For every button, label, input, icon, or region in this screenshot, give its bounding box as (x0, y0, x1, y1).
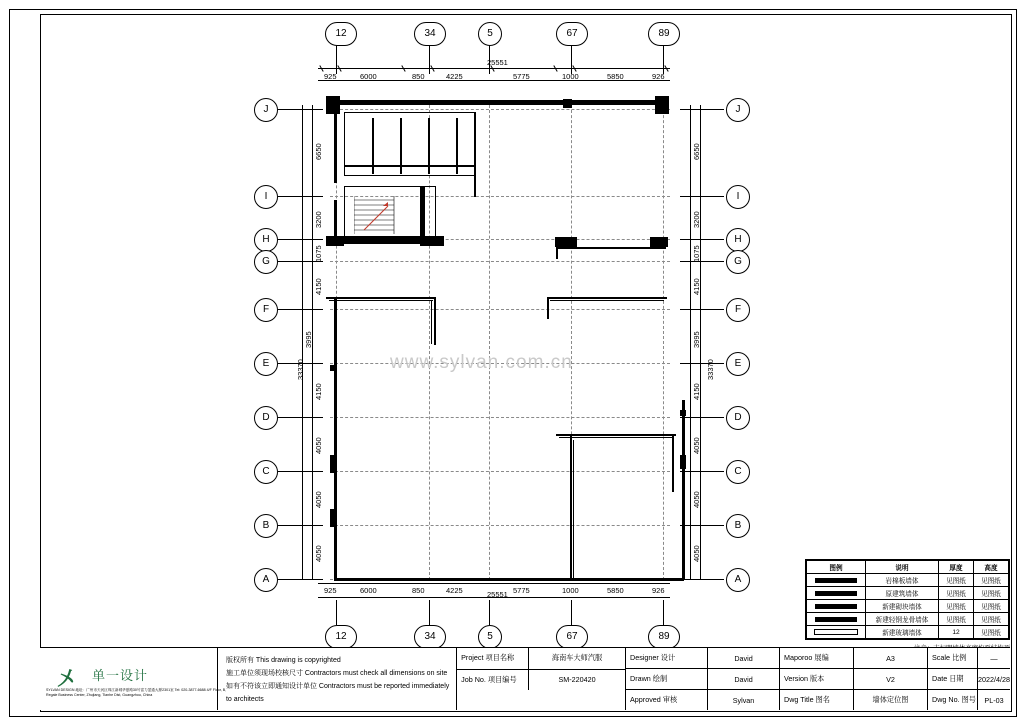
approved-value: Sylvan (708, 690, 780, 710)
grid-bubble-right-C[interactable]: C (726, 460, 750, 484)
grid-bubble-right-I[interactable]: I (726, 185, 750, 209)
grid-bubble-bottom-1[interactable]: 12 (325, 625, 357, 649)
grid-bubble-bottom-4[interactable]: 67 (556, 625, 588, 649)
scale-value: — (990, 653, 998, 663)
legend-desc: 原建筑墙体 (866, 587, 939, 600)
grid-bubble-bottom-5[interactable]: 89 (648, 625, 680, 649)
dwg-title-label: Dwg Title 图名 (780, 690, 854, 710)
legend-row (807, 626, 1009, 639)
legend-row (807, 600, 1009, 613)
grid-bubble-bottom-3[interactable]: 5 (478, 625, 502, 649)
grid-bubble-left-J[interactable]: J (254, 98, 278, 122)
version-value: V2 (854, 669, 928, 689)
legend-desc: 新建轻钢龙骨墙体 (866, 613, 939, 626)
date-value: 2022/4/28 (978, 674, 1010, 684)
drawn-value: David (708, 669, 780, 689)
grid-bubble-left-C[interactable]: C (254, 460, 278, 484)
paper-value: A3 (854, 648, 928, 668)
dwg-no-value: PL-03 (984, 695, 1004, 705)
grid-bubble-right-F[interactable]: F (726, 298, 750, 322)
dwg-no-label: Dwg No. 图号 (928, 690, 978, 710)
grid-bubble-left-D[interactable]: D (254, 406, 278, 430)
legend-table (805, 559, 1010, 640)
dwg-title-value: 墙体定位图 (854, 690, 928, 710)
grid-bubble-right-H[interactable]: H (726, 228, 750, 252)
legend-swatch-glass (814, 629, 858, 635)
drawn-label: Drawn 绘制 (626, 669, 708, 689)
date-label: Date 日期 (928, 669, 978, 689)
legend-height: 见图纸 (974, 626, 1009, 639)
scale-label: Scale 比例 (928, 648, 978, 668)
drawing-sheet: www.sylvan.com.cn 12 34 5 67 89 12 34 5 67 89 J I H G F E D C B A J I H G F E D C B A 25551 925 6000 850 4225 5775 1000 5850 926 925 6000 850 4225 5775 1000 5850 926 25551 6650 3200 1075 4150 3995 4150 4050 4050 4050 33370 6650 3200 1075 4150 3995 4150 4050 4050 4050 33370 图例 说明 厚度 高度 岩棉板墙体 见图纸 见图纸 原建筑墙体 见图纸 见图纸 新建砌块墙体 见图纸 见图纸 新建轻钢龙骨墙体 见图纸 见图纸 新建玻璃墙体 12 见图纸 〤 单一设计 SYLVAN DESIGN 地址：广州市天河区珠江新城华夏路30号富力盈通大厦2301室 Tel: 020-3877-6688 4/F Floor, B, Regale Business Center, Zhujiang, Tianhe Dist, Guangzhou, China 版权所有 This drawing is copyrighted 施工单位须现场校核尺寸 Contractors must check all dimensions on site 如有不符该立即通知设计单位 Contractors must be reported immediately to architects Project 项目名称 海南车大师汽服 Job No. 项目编号 SM-220420 Designer 设计 David Maporoo 展编 A3 Scale 比例 — Drawn 绘制 David Version 版本 V2 Date 日期 2022/4/28 Approved 审核 Sylvan Dwg Title 图名 墙体定位图 Dwg No. 图号 PL-03 (0, 0, 1024, 724)
legend-swatch-solid (815, 617, 857, 622)
legend-swatch-solid (815, 591, 857, 596)
grid-bubble-left-G[interactable]: G (254, 250, 278, 274)
title-block (40, 647, 1010, 710)
grid-bubble-right-E[interactable]: E (726, 352, 750, 376)
legend-desc: 新建玻璃墙体 (866, 626, 939, 639)
logo-address: SYLVAN DESIGN 地址：广州市天河区珠江新城华夏路30号富力盈通大厦2301室 Tel: 020-3877-6688 4/F Floor, B, Regale Business Center, Zhujiang, Tianhe Dist, Guangzhou, China (46, 688, 227, 697)
version-label: Version 版本 (780, 669, 854, 689)
legend-height: 见图纸 (974, 613, 1009, 626)
legend-thickness: 见图纸 (939, 574, 974, 587)
grid-bubble-left-I[interactable]: I (254, 185, 278, 209)
grid-bubble-bottom-2[interactable]: 34 (414, 625, 446, 649)
legend-thickness: 见图纸 (939, 613, 974, 626)
legend-header-height: 高度 (974, 561, 1009, 574)
legend-row (807, 587, 1009, 600)
legend-row (807, 574, 1009, 587)
legend-height: 见图纸 (974, 600, 1009, 613)
grid-bubble-top-2[interactable]: 34 (414, 22, 446, 46)
paper-label: Maporoo 展编 (780, 648, 854, 668)
legend-swatch-solid (815, 604, 857, 609)
grid-bubble-top-1[interactable]: 12 (325, 22, 357, 46)
legend-swatch-solid (815, 578, 857, 583)
grid-bubble-right-A[interactable]: A (726, 568, 750, 592)
job-no-label: Job No. 项目编号 (457, 670, 529, 691)
copyright-line-1: 版权所有 This drawing is copyrighted (225, 657, 341, 664)
approved-label: Approved 审核 (626, 690, 708, 710)
grid-bubble-top-5[interactable]: 89 (648, 22, 680, 46)
grid-bubble-left-E[interactable]: E (254, 352, 278, 376)
project-name-label: Project 项目名称 (457, 648, 529, 669)
legend-desc: 新建砌块墙体 (866, 600, 939, 613)
grid-bubble-left-F[interactable]: F (254, 298, 278, 322)
title-block-project (457, 648, 626, 710)
grid-bubble-top-3[interactable]: 5 (478, 22, 502, 46)
copyright-line-2: 施工单位须现场校核尺寸 Contractors must check all dimensions on site (225, 670, 448, 677)
grid-bubble-top-4[interactable]: 67 (556, 22, 588, 46)
title-block-copyright (218, 648, 457, 710)
grid-bubble-right-B[interactable]: B (726, 514, 750, 538)
grid-bubble-right-D[interactable]: D (726, 406, 750, 430)
legend-height: 见图纸 (974, 587, 1009, 600)
title-block-logo (40, 648, 227, 710)
legend-row (807, 613, 1009, 626)
designer-label: Designer 设计 (626, 648, 708, 668)
job-no-value: SM-220420 (558, 675, 596, 685)
grid-bubble-left-H[interactable]: H (254, 228, 278, 252)
title-block-details (626, 648, 1010, 710)
project-name-value: 海南车大师汽服 (551, 653, 603, 663)
logo-icon: 〤 (56, 668, 76, 690)
designer-value: David (708, 648, 780, 668)
legend-thickness: 见图纸 (939, 587, 974, 600)
legend-thickness: 12 (939, 626, 974, 639)
legend-header-thickness: 厚度 (939, 561, 974, 574)
grid-bubble-left-A[interactable]: A (254, 568, 278, 592)
copyright-line-3: 如有不符该立即通知设计单位 Contractors must be reported immediately to architects (225, 683, 450, 703)
legend-desc: 岩棉板墙体 (866, 574, 939, 587)
legend-header-symbol: 图例 (807, 561, 866, 574)
legend-header-desc: 说明 (866, 561, 939, 574)
watermark: www.sylvan.com.cn (390, 352, 573, 373)
grid-bubble-left-B[interactable]: B (254, 514, 278, 538)
grid-bubble-right-J[interactable]: J (726, 98, 750, 122)
legend-height: 见图纸 (974, 574, 1009, 587)
logo-text: 单一设计 (92, 668, 149, 683)
legend-thickness: 见图纸 (939, 600, 974, 613)
grid-bubble-right-G[interactable]: G (726, 250, 750, 274)
